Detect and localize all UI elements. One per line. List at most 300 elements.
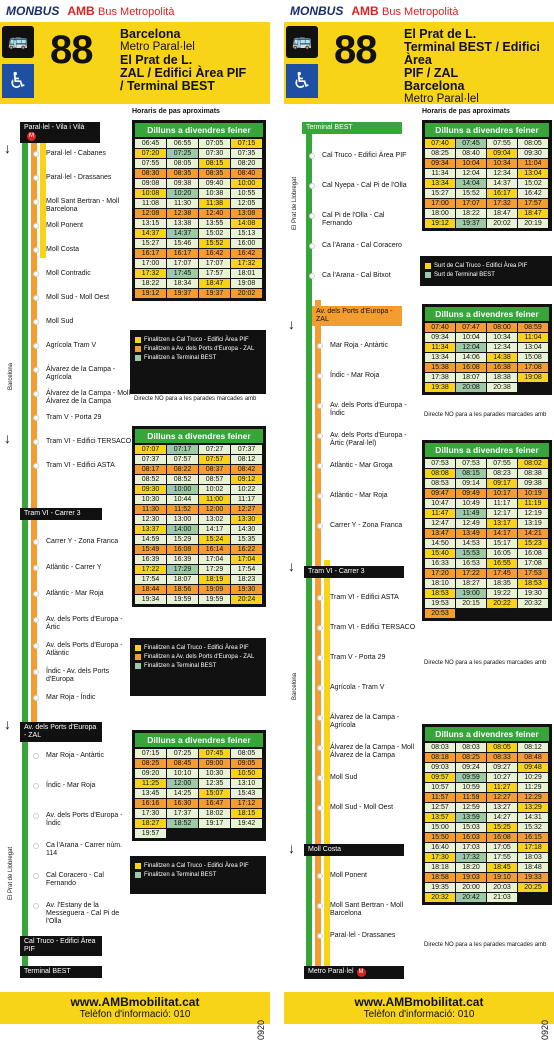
time-cell: 16:39 [135, 555, 166, 564]
time-cell: 07:35 [231, 149, 262, 158]
time-cell: 07:20 [135, 149, 166, 158]
note: Directe NO para a les parades marcades amb [134, 396, 257, 402]
time-cell: 15:40 [425, 549, 455, 558]
time-cell: 18:07 [456, 373, 486, 382]
time-cell: 14:30 [231, 525, 262, 534]
time-cell: 07:07 [135, 445, 166, 454]
time-cell: 06:55 [167, 139, 198, 148]
stop-name: Paral·lel - Drassanes [330, 932, 396, 939]
time-cell: 09:04 [487, 149, 517, 158]
time-cell: 17:45 [167, 269, 198, 278]
time-cell: 14:21 [518, 529, 548, 538]
stop-zal: Av. dels Ports d'Europa - ZAL [312, 306, 402, 326]
time-cell: 19:10 [487, 873, 517, 882]
stop-dot [33, 391, 39, 397]
stop-dot [317, 595, 323, 601]
time-cell: 12:27 [487, 793, 517, 802]
stop-name: Atlàntic - Mar Roja [46, 590, 104, 597]
time-cell: 19:22 [487, 589, 517, 598]
time-cell: 07:37 [231, 445, 262, 454]
time-cell: 19:30 [231, 585, 262, 594]
time-cell: 07:15 [231, 139, 262, 148]
time-cell: 14:37 [135, 229, 166, 238]
time-cell: 18:53 [518, 579, 548, 588]
time-cell: 15:32 [518, 823, 548, 832]
time-cell: 14:37 [487, 179, 517, 188]
time-cell: 17:04 [199, 555, 230, 564]
time-cell: 19:17 [199, 819, 230, 828]
time-cell: 17:54 [231, 565, 262, 574]
time-cell: 08:00 [487, 323, 517, 332]
time-cell: 08:12 [518, 743, 548, 752]
time-cell: 19:53 [425, 599, 455, 608]
stop-dot [33, 247, 39, 253]
stop-dot [317, 493, 323, 499]
city-label: Barcelona [292, 672, 298, 700]
time-cell: 16:05 [487, 549, 517, 558]
stop-dot [33, 151, 39, 157]
city-label: El Prat de Llobregat [8, 846, 14, 900]
phone-info: Telèfon d'informació: 010 [79, 1009, 191, 1020]
time-cell: 15:52 [199, 239, 230, 248]
time-cell: 13:29 [518, 803, 548, 812]
time-cell: 15:17 [487, 539, 517, 548]
time-cell: 09:24 [456, 763, 486, 772]
stop-name: Tram VI - Edifici ASTA [330, 594, 399, 601]
timetable-title: Dilluns a divendres feiner [425, 727, 549, 741]
time-cell: 18:10 [425, 579, 455, 588]
time-cell: 10:50 [231, 769, 262, 778]
time-cell: 07:25 [167, 149, 198, 158]
time-cell: 11:00 [199, 495, 230, 504]
time-cell: 17:32 [231, 259, 262, 268]
stop-name: Av. dels Ports d'Europa - Índic [330, 402, 407, 417]
horaris-label: Horaris de pas aproximats [422, 108, 510, 115]
time-cell: 08:40 [231, 169, 262, 178]
legend-box-1 [130, 330, 266, 394]
timetable-2 [422, 304, 552, 395]
time-cell: 10:57 [425, 783, 455, 792]
time-cell: 16:00 [231, 239, 262, 248]
stop-dot [33, 319, 39, 325]
time-cell: 08:08 [425, 469, 455, 478]
line-header [0, 22, 270, 104]
time-cell: 19:03 [456, 873, 486, 882]
stop-dot [309, 213, 315, 219]
route-line-orange [315, 300, 321, 560]
time-cell: 15:29 [167, 535, 198, 544]
direction-arrow-icon: ↓ [288, 316, 295, 332]
right-panel [284, 0, 554, 1040]
timetable-title: Dilluns a divendres feiner [425, 123, 549, 137]
time-cell: 12:27 [231, 505, 262, 514]
time-cell: 19:12 [425, 219, 455, 228]
time-cell: 07:55 [487, 139, 517, 148]
time-cell: 12:40 [199, 209, 230, 218]
stop-dot [33, 463, 39, 469]
time-cell: 09:34 [425, 333, 455, 342]
time-cell: 08:45 [167, 759, 198, 768]
time-cell: 07:37 [135, 455, 166, 464]
time-cell: 18:03 [518, 853, 548, 862]
time-cell: 16:53 [456, 559, 486, 568]
stop-dot [317, 775, 323, 781]
time-cell: 14:38 [487, 353, 517, 362]
time-cell: 16:40 [425, 843, 455, 852]
line-number: 88 [50, 28, 93, 72]
time-cell: 20:22 [487, 599, 517, 608]
time-cell: 13:10 [231, 779, 262, 788]
time-cell: 08:52 [167, 475, 198, 484]
stop-terminal-best: Terminal BEST [20, 966, 102, 978]
stop-name: Ca l'Arana - Cal Coracero [322, 242, 402, 249]
time-cell: 08:23 [487, 469, 517, 478]
stop-dot [317, 373, 323, 379]
time-cell: 21:03 [487, 893, 517, 902]
route-line-orange [31, 128, 37, 728]
time-cell: 14:31 [518, 813, 548, 822]
stop-dot [317, 433, 323, 439]
stop-zal: Av. dels Ports d'Europa - ZAL [20, 722, 102, 742]
time-cell: 18:53 [425, 589, 455, 598]
timetable-grid [425, 139, 549, 228]
time-cell: 14:50 [425, 539, 455, 548]
time-cell: 19:08 [231, 279, 262, 288]
time-cell: 13:15 [135, 219, 166, 228]
time-cell: 13:57 [425, 813, 455, 822]
time-cell: 15:27 [135, 239, 166, 248]
stop-name: Moll Ponent [330, 872, 367, 879]
footer [284, 992, 554, 1040]
timetable-grid [135, 139, 263, 298]
time-cell: 17:37 [167, 809, 198, 818]
time-cell [518, 893, 548, 902]
time-cell: 12:04 [456, 169, 486, 178]
time-cell: 14:04 [456, 179, 486, 188]
stop-name: Av. dels Ports d'Europa - Atlàntic [46, 642, 123, 657]
time-cell: 11:59 [456, 793, 486, 802]
time-cell: 08:03 [425, 743, 455, 752]
stop-name: Av. dels Ports d'Europa - Àrtic (Paral·lel) [330, 432, 407, 447]
stop-name: Agrícola - Tram V [330, 684, 385, 691]
time-cell: 16:08 [167, 545, 198, 554]
timetable-title: Dilluns a divendres feiner [425, 307, 549, 321]
time-cell: 09:38 [518, 479, 548, 488]
stop-dot [317, 715, 323, 721]
time-cell: 20:15 [456, 599, 486, 608]
stop-dot [317, 343, 323, 349]
time-cell [518, 609, 548, 618]
stop-dot [33, 643, 39, 649]
time-cell: 17:32 [135, 269, 166, 278]
time-cell: 12:29 [518, 793, 548, 802]
stop-dot [317, 625, 323, 631]
note: Directe NO para a les parades marcades amb [424, 942, 547, 948]
time-cell: 08:05 [167, 159, 198, 168]
direction-arrow-icon: ↓ [4, 140, 11, 156]
time-cell: 11:38 [199, 199, 230, 208]
bus-icon: 🚌 [286, 26, 318, 58]
time-cell: 13:00 [167, 515, 198, 524]
time-cell: 08:17 [135, 465, 166, 474]
time-cell: 15:03 [456, 823, 486, 832]
time-cell: 12:34 [487, 343, 517, 352]
time-cell: 17:07 [199, 259, 230, 268]
time-cell: 13:38 [167, 219, 198, 228]
wheelchair-icon: ♿ [2, 64, 34, 98]
time-cell: 08:25 [135, 759, 166, 768]
stop-dot [33, 565, 39, 571]
stop-dot [33, 223, 39, 229]
time-cell: 19:30 [518, 589, 548, 598]
time-cell: 08:05 [518, 139, 548, 148]
time-cell: 07:45 [456, 139, 486, 148]
time-cell: 09:34 [425, 159, 455, 168]
stop-name: Carrer Y - Zona Franca [330, 522, 403, 529]
time-cell: 07:30 [199, 149, 230, 158]
time-cell: 08:33 [487, 753, 517, 762]
time-cell: 13:34 [425, 179, 455, 188]
stop-name: Ca l'Arana - Carrer núm. 114 [46, 842, 123, 857]
stop-dot [33, 873, 39, 879]
time-cell: 10:29 [518, 773, 548, 782]
time-cell: 20:00 [456, 883, 486, 892]
time-cell: 07:15 [135, 749, 166, 758]
time-cell: 10:02 [199, 485, 230, 494]
time-cell: 19:37 [456, 219, 486, 228]
time-cell: 19:37 [199, 289, 230, 298]
time-cell: 15:27 [425, 189, 455, 198]
time-cell: 09:30 [518, 149, 548, 158]
time-cell: 15:38 [425, 363, 455, 372]
time-cell: 09:08 [135, 179, 166, 188]
stop-name: Álvarez de la Campa - Moll Álvarez de la Campa [46, 390, 131, 405]
time-cell: 10:34 [487, 333, 517, 342]
stop-name: Cal Nyepa - Cal Pi de l'Olla [322, 182, 407, 189]
stop-name: Av. dels Ports d'Europa - Àrtic [46, 616, 123, 631]
time-cell: 17:07 [456, 199, 486, 208]
time-cell: 10:38 [199, 189, 230, 198]
time-cell: 11:19 [518, 499, 548, 508]
timetable-grid [425, 459, 549, 618]
time-cell: 16:42 [518, 189, 548, 198]
stop-name: Ca l'Arana - Cal Bitxot [322, 272, 391, 279]
time-cell: 07:25 [167, 749, 198, 758]
time-cell: 06:45 [135, 139, 166, 148]
time-cell: 08:53 [425, 479, 455, 488]
time-cell: 10:08 [135, 189, 166, 198]
stop-name: Tram VI - Edifici ASTA [46, 462, 115, 469]
time-cell: 19:38 [425, 383, 455, 392]
time-cell: 18:44 [135, 585, 166, 594]
time-cell: 09:00 [199, 759, 230, 768]
time-cell: 11:47 [425, 509, 455, 518]
time-cell: 10:30 [135, 495, 166, 504]
time-cell: 17:12 [231, 799, 262, 808]
footer [0, 992, 270, 1040]
time-cell: 15:02 [199, 229, 230, 238]
time-cell: 18:07 [167, 575, 198, 584]
time-cell: 16:38 [487, 363, 517, 372]
timetable-title: Dilluns a divendres feiner [135, 733, 263, 747]
time-cell: 20:03 [487, 883, 517, 892]
time-cell: 20:02 [231, 289, 262, 298]
time-cell: 12:34 [487, 169, 517, 178]
time-cell: 20:53 [425, 609, 455, 618]
line-number: 88 [334, 28, 377, 72]
time-cell: 18:27 [135, 819, 166, 828]
monbus-logo: MONBUS [290, 4, 344, 18]
time-cell: 13:19 [518, 519, 548, 528]
brand-bar [0, 0, 270, 22]
time-cell: 20:25 [518, 883, 548, 892]
stop-dot [317, 655, 323, 661]
stop-name: Álvarez de la Campa - Moll Álvarez de la Campa [330, 744, 415, 759]
website-link[interactable]: www.AMBmobilitat.cat [70, 995, 200, 1009]
time-cell: 15:43 [231, 789, 262, 798]
time-cell [518, 383, 548, 392]
time-cell: 09:59 [456, 773, 486, 782]
time-cell: 12:19 [518, 509, 548, 518]
time-cell: 18:02 [199, 809, 230, 818]
stop-name: Índic - Mar Roja [46, 782, 96, 789]
stop-dot [309, 183, 315, 189]
website-link[interactable]: www.AMBmobilitat.cat [354, 995, 484, 1009]
time-cell: 17:32 [487, 199, 517, 208]
time-cell: 16:39 [167, 555, 198, 564]
time-cell: 10:22 [231, 485, 262, 494]
time-cell: 08:37 [199, 465, 230, 474]
time-cell: 09:14 [456, 479, 486, 488]
time-cell: 19:57 [135, 829, 166, 838]
time-cell: 17:54 [135, 575, 166, 584]
time-cell: 17:00 [135, 259, 166, 268]
time-cell: 17:03 [456, 843, 486, 852]
time-cell: 19:34 [135, 595, 166, 604]
stop-name: Moll Costa [46, 246, 80, 253]
time-cell: 17:04 [231, 555, 262, 564]
time-cell: 12:38 [167, 209, 198, 218]
time-cell: 09:12 [231, 475, 262, 484]
timetable-title: Dilluns a divendres feiner [425, 443, 549, 457]
stop-name: Tram V - Porta 29 [330, 654, 386, 661]
time-cell: 15:00 [425, 823, 455, 832]
stop-dot [317, 685, 323, 691]
stop-dot [33, 295, 39, 301]
time-cell: 11:30 [167, 199, 198, 208]
timetable-1 [422, 120, 552, 231]
stop-dot [33, 695, 39, 701]
time-cell: 11:52 [167, 505, 198, 514]
time-cell [456, 609, 486, 618]
stop-name: Cal Truco - Edifici Àrea PIF [322, 152, 407, 159]
timetable-title: Dilluns a divendres feiner [135, 123, 263, 137]
time-cell: 10:30 [199, 769, 230, 778]
time-cell: 18:15 [231, 809, 262, 818]
time-cell: 12:59 [456, 803, 486, 812]
time-cell: 17:05 [487, 843, 517, 852]
time-cell: 08:20 [231, 159, 262, 168]
time-cell: 17:32 [456, 853, 486, 862]
time-cell: 08:59 [518, 323, 548, 332]
time-cell: 18:19 [199, 575, 230, 584]
time-cell [167, 829, 198, 838]
time-cell: 08:18 [425, 753, 455, 762]
doc-code: 0920 [256, 1020, 266, 1040]
time-cell: 11:34 [425, 343, 455, 352]
time-cell: 13:49 [456, 529, 486, 538]
time-cell: 14:59 [135, 535, 166, 544]
time-cell: 07:05 [199, 139, 230, 148]
stop-dot [33, 843, 39, 849]
time-cell: 07:55 [135, 159, 166, 168]
time-cell: 07:27 [199, 445, 230, 454]
time-cell: 19:59 [199, 595, 230, 604]
stop-terminal-best: Terminal BEST [302, 122, 402, 134]
time-cell: 16:17 [167, 249, 198, 258]
stop-dot [33, 199, 39, 205]
time-cell: 13:27 [487, 803, 517, 812]
time-cell: 11:29 [518, 783, 548, 792]
time-cell: 09:38 [167, 179, 198, 188]
time-cell: 19:33 [518, 873, 548, 882]
stop-dot [317, 403, 323, 409]
stop-tram-vi-carrer-3: Tram VI - Carrer 3 [304, 566, 404, 578]
time-cell: 08:35 [199, 169, 230, 178]
time-cell: 07:53 [425, 459, 455, 468]
time-cell: 20:08 [456, 383, 486, 392]
time-cell: 20:02 [487, 219, 517, 228]
time-cell: 14:53 [456, 539, 486, 548]
time-cell: 18:34 [167, 279, 198, 288]
time-cell: 16:47 [199, 799, 230, 808]
stop-name: Índic - Av. dels Ports d'Europa [46, 668, 110, 683]
time-cell: 15:24 [199, 535, 230, 544]
stop-name: Av. dels Ports d'Europa - Índic [46, 812, 123, 827]
time-cell: 17:07 [167, 259, 198, 268]
time-cell: 17:22 [135, 565, 166, 574]
stop-name: Mar Roja - Antàrtic [46, 752, 104, 759]
direction-arrow-icon: ↓ [4, 430, 11, 446]
time-cell: 14:00 [167, 525, 198, 534]
stop-start: Paral·lel - Vila i VilàM [20, 122, 100, 143]
stop-name: Agrícola Tram V [46, 342, 97, 349]
time-cell: 10:49 [456, 499, 486, 508]
time-cell: 11:04 [518, 159, 548, 168]
stop-name: Atlàntic - Mar Roja [330, 492, 388, 499]
time-cell [199, 829, 230, 838]
time-cell: 12:30 [135, 515, 166, 524]
time-cell: 18:35 [487, 579, 517, 588]
time-cell: 17:38 [425, 373, 455, 382]
time-cell: 16:15 [518, 833, 548, 842]
time-cell: 14:17 [487, 529, 517, 538]
time-cell: 17:29 [167, 565, 198, 574]
time-cell: 19:59 [167, 595, 198, 604]
left-panel [0, 0, 270, 1040]
time-cell: 18:22 [135, 279, 166, 288]
time-cell: 13:04 [518, 343, 548, 352]
time-cell: 12:05 [231, 199, 262, 208]
stop-dot [317, 903, 323, 909]
time-cell: 16:17 [487, 189, 517, 198]
time-cell: 18:47 [199, 279, 230, 288]
time-cell: 07:55 [487, 459, 517, 468]
route-line-yellow [40, 128, 46, 258]
stop-dot [33, 813, 39, 819]
time-cell: 18:20 [456, 863, 486, 872]
stop-dot [33, 753, 39, 759]
